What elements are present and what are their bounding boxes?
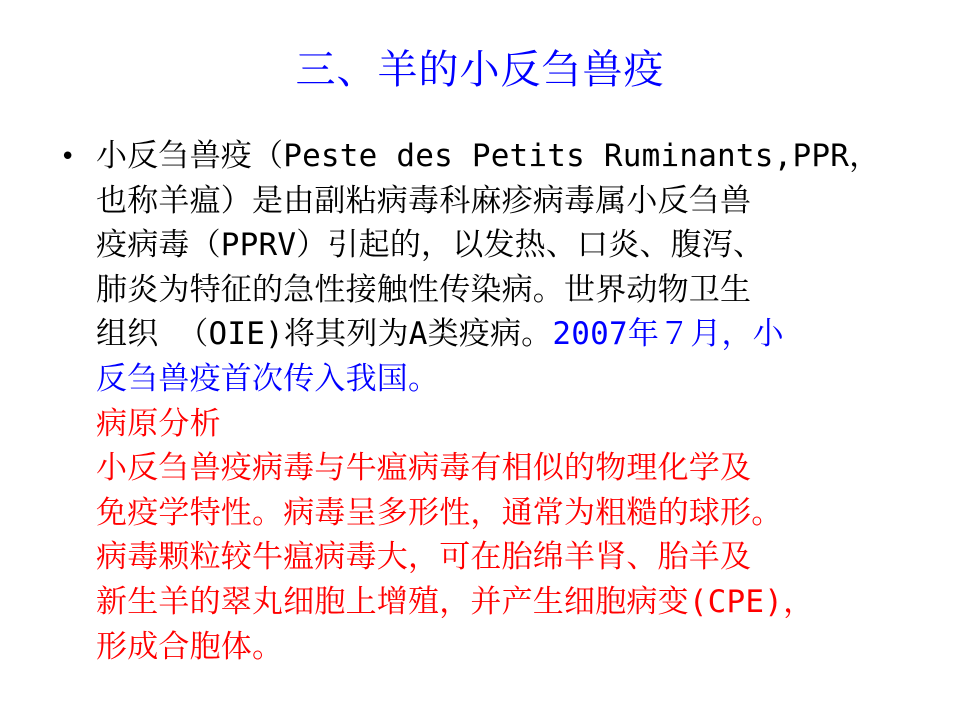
bullet-icon: • <box>60 142 76 172</box>
paragraph1-line6: 反刍兽疫首次传入我国。 <box>96 360 440 397</box>
paragraph2-line1: 小反刍兽疫病毒与牛瘟病毒有相似的物理化学及 <box>96 450 752 487</box>
paragraph1-line2: 也称羊瘟）是由副粘病毒科麻疹病毒属小反刍兽 <box>96 182 752 219</box>
paragraph1-line5-date: 2007年７月，小 <box>552 316 784 353</box>
paragraph1-line4: 肺炎为特征的急性接触性传染病。世界动物卫生 <box>96 271 752 308</box>
paragraph1-line5-text: 组织 （OIE)将其列为A类疫病。 <box>96 316 553 353</box>
paragraph2-line2: 免疫学特性。病毒呈多形性，通常为粗糙的球形。 <box>96 494 783 531</box>
paragraph2-line5: 形成合胞体。 <box>96 628 284 665</box>
paragraph1-line3: 疫病毒（PPRV）引起的，以发热、口炎、腹泻、 <box>96 227 765 264</box>
paragraph1-line1: 小反刍兽疫（Peste des Petits Ruminants,PPR， <box>96 138 881 174</box>
section-heading: 病原分析 <box>96 405 221 442</box>
slide-title: 三、羊的小反刍兽疫 <box>295 47 665 93</box>
paragraph1-line5 <box>96 312 916 357</box>
paragraph2-line3: 病毒颗粒较牛瘟病毒大，可在胎绵羊肾、胎羊及 <box>96 539 752 576</box>
paragraph2-line4: 新生羊的翠丸细胞上增殖，并产生细胞病变(CPE)， <box>96 583 815 620</box>
slide-body <box>96 134 916 669</box>
